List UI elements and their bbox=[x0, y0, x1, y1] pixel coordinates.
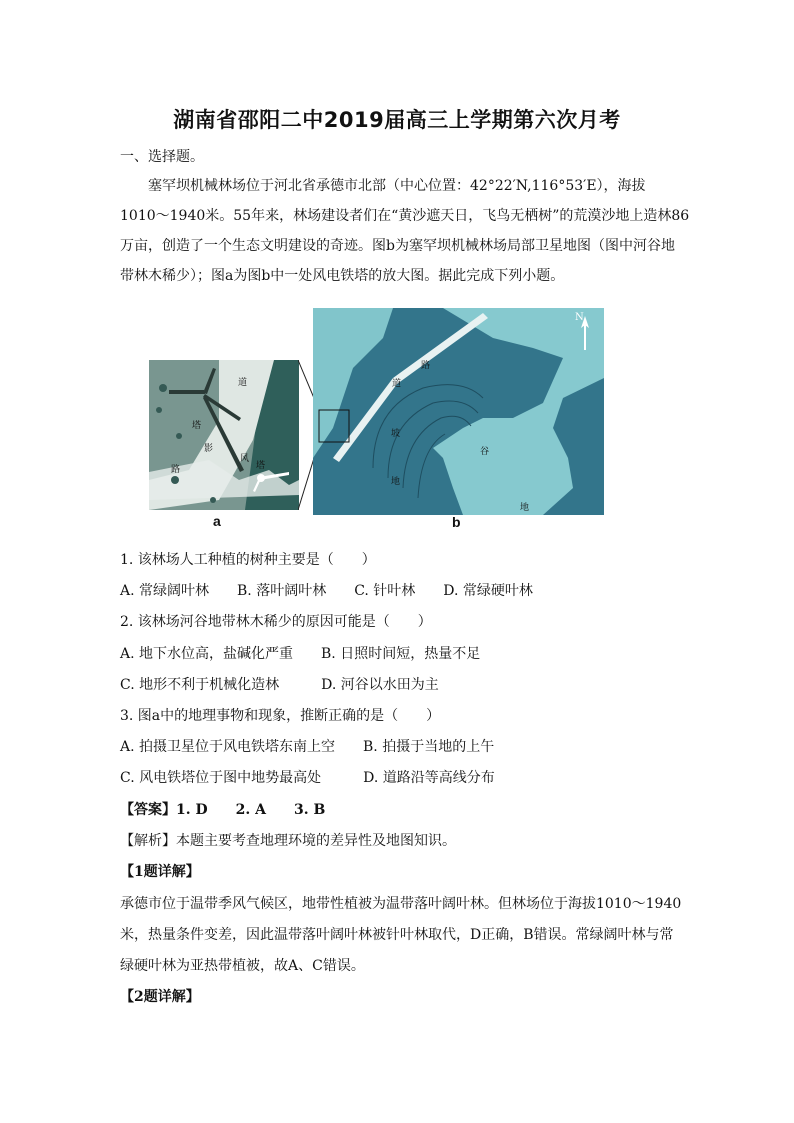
detail-text: 米，热量条件变差，因此温带落叶阔叶林被针叶林取代，D正确，B错误。常绿阔叶林与常 bbox=[120, 927, 674, 943]
figure-b-label: 道 bbox=[392, 379, 402, 389]
section-heading: 一、选择题。 bbox=[120, 149, 204, 165]
figure-a-label: 塔 bbox=[256, 461, 266, 471]
intro-line: 1010～1940米。55年来，林场建设者们在“黄沙遮天日，飞鸟无栖树”的荒漠沙地上造林86 bbox=[120, 208, 690, 224]
question-options: A. 地下水位高，盐碱化严重 B. 日照时间短，热量不足 bbox=[120, 646, 481, 662]
figure-b-label: 地 bbox=[391, 477, 401, 487]
figure-a-label: 影 bbox=[204, 444, 214, 454]
detail-heading: 【1题详解】 bbox=[120, 864, 200, 880]
intro-line: 塞罕坝机械林场位于河北省承德市北部（中心位置：42°22′N,116°53′E），海拔 bbox=[148, 178, 646, 194]
north-arrow-label: N bbox=[575, 312, 584, 323]
detail-text: 承德市位于温带季风气候区，地带性植被为温带落叶阔叶林。但林场位于海拔1010～1940 bbox=[120, 896, 682, 912]
intro-line: 带林木稀少）；图a为图b中一处风电铁塔的放大图。据此完成下列小题。 bbox=[120, 268, 565, 284]
question-options: A. 拍摄卫星位于风电铁塔东南上空 B. 拍摄于当地的上午 bbox=[120, 739, 495, 755]
figure-a-caption: a bbox=[213, 513, 221, 529]
figure-a-label: 路 bbox=[171, 465, 181, 475]
figure-a-image bbox=[149, 360, 299, 510]
question-stem: 2. 该林场河谷地带林木稀少的原因可能是（ ） bbox=[120, 614, 432, 630]
question-options: C. 地形不利于机械化造林 D. 河谷以水田为主 bbox=[120, 677, 439, 693]
question-stem: 1. 该林场人工种植的树种主要是（ ） bbox=[120, 552, 376, 568]
question-options: A. 常绿阔叶林 B. 落叶阔叶林 C. 针叶林 D. 常绿硬叶林 bbox=[120, 583, 533, 599]
answer-line: 【答案】1. D 2. A 3. B bbox=[120, 802, 326, 818]
figure-b-label: 谷 bbox=[480, 447, 490, 457]
analysis-line: 【解析】本题主要考查地理环境的差异性及地图知识。 bbox=[120, 833, 456, 849]
figure-b-label: 坡 bbox=[391, 429, 401, 439]
figure-a-label: 塔 bbox=[192, 421, 202, 431]
detail-text: 绿硬叶林为亚热带植被，故A、C错误。 bbox=[120, 958, 365, 974]
figure-b-label: 路 bbox=[421, 361, 431, 371]
figure-a-label: 道 bbox=[238, 378, 248, 388]
figure-b-caption: b bbox=[452, 514, 461, 530]
question-options: C. 风电铁塔位于图中地势最高处 D. 道路沿等高线分布 bbox=[120, 770, 495, 786]
detail-heading: 【2题详解】 bbox=[120, 989, 200, 1005]
figure-b-map bbox=[313, 308, 604, 515]
page-title: 湖南省邵阳二中2019届高三上学期第六次月考 bbox=[173, 108, 621, 132]
intro-line: 万亩，创造了一个生态文明建设的奇迹。图b为塞罕坝机械林场局部卫星地图（图中河谷地 bbox=[120, 238, 675, 254]
figure-a-label: 风 bbox=[240, 454, 250, 464]
question-stem: 3. 图a中的地理事物和现象，推断正确的是（ ） bbox=[120, 708, 441, 724]
figure-b-label: 地 bbox=[520, 503, 530, 513]
